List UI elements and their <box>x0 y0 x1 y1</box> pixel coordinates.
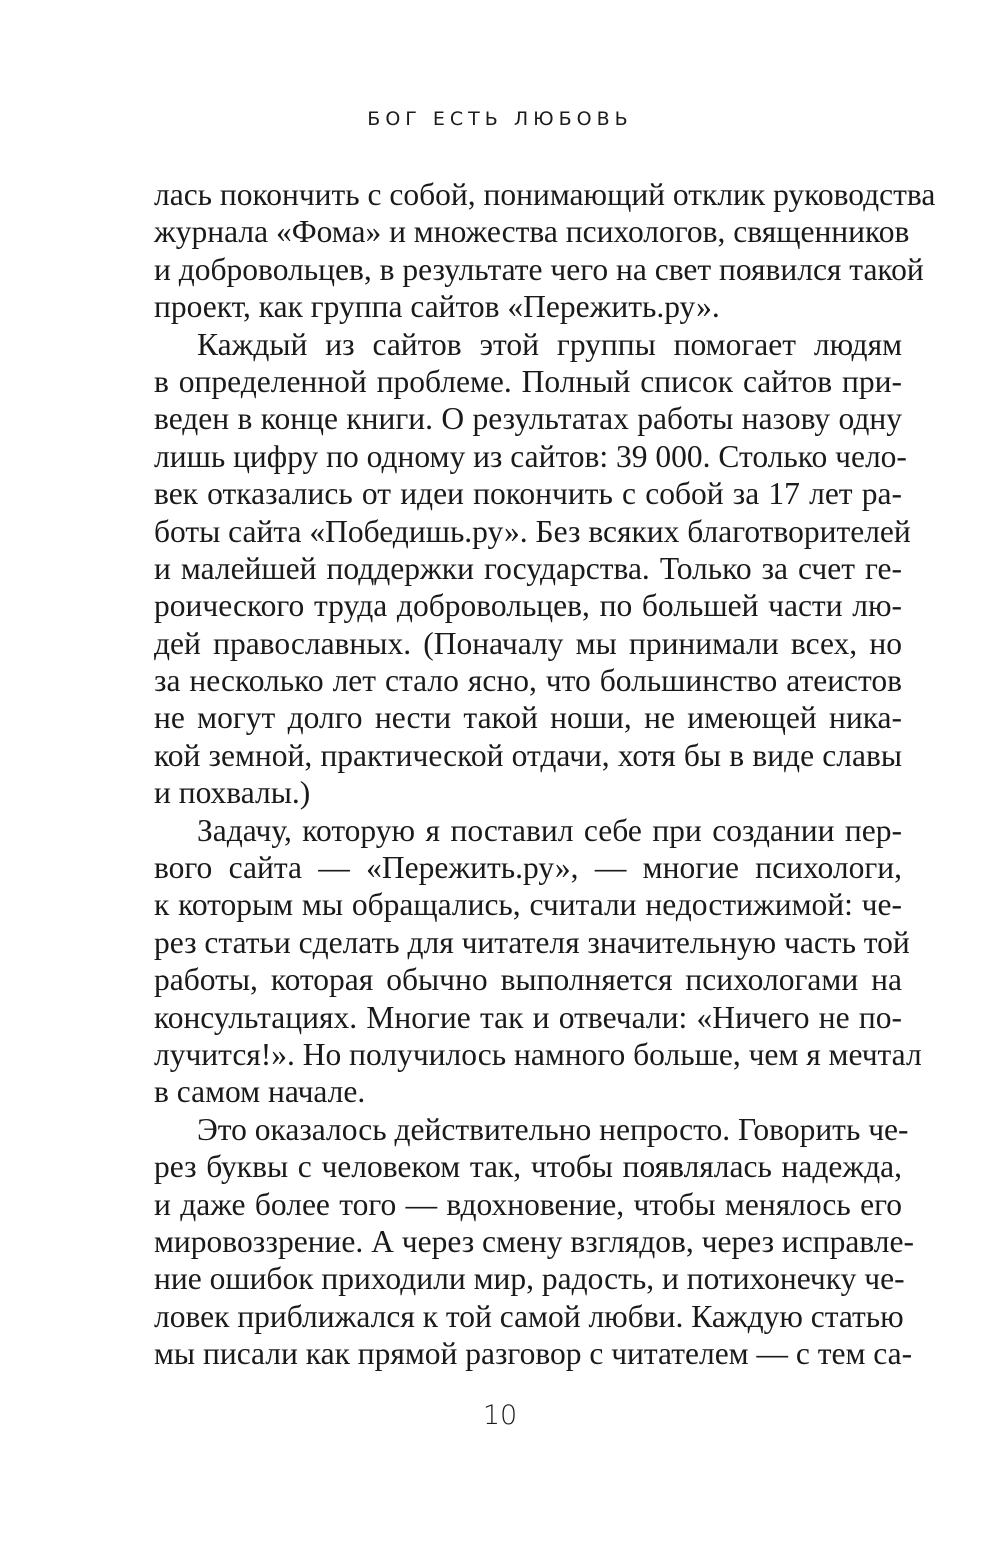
page-number: 10 <box>482 1400 518 1431</box>
text-line: дей православных. (Поначалу мы принимали всех, но <box>154 625 902 661</box>
text-line: Задачу, которую я поставил себе при создании пер- <box>197 812 902 848</box>
text-line: рез буквы с человеком так, чтобы появлялась надежда, <box>154 1149 902 1185</box>
text-line: мы писали как прямой разговор с читателем — с тем са- <box>154 1336 913 1372</box>
text-line: рез статьи сделать для читателя значительную часть той <box>154 924 910 960</box>
text-line: и даже более того — вдохновение, чтобы менялось его <box>154 1186 902 1222</box>
text-line: вого сайта — «Пережить.ру», — многие психологи, <box>154 850 902 886</box>
text-line: роического труда добровольцев, по большей части лю- <box>154 588 902 624</box>
text-line: и добровольцев, в результате чего на свет появился такой <box>154 251 924 287</box>
text-line: и малейшей поддержки государства. Только за счет ге- <box>154 550 902 586</box>
text-line: журнала «Фома» и множества психологов, священников <box>154 214 910 250</box>
text-line: кой земной, практической отдачи, хотя бы в виде славы <box>154 737 902 773</box>
text-line: Каждый из сайтов этой группы помогает людям <box>197 326 902 362</box>
running-header: БОГ ЕСТЬ ЛЮБОВЬ <box>367 108 633 130</box>
text-line: Это оказалось действительно непросто. Говорить че- <box>197 1111 909 1147</box>
text-line: мировоззрение. А через смену взглядов, через исправле- <box>154 1223 914 1259</box>
text-line: ловек приближался к той самой любви. Каждую статью <box>154 1298 904 1334</box>
text-line: лучится!». Но получилось намного больше, чем я мечтал <box>154 1036 922 1072</box>
text-line: веден в конце книги. О результатах работы назову одну <box>154 401 902 437</box>
text-line: консультациях. Многие так и отвечали: «Ничего не по- <box>154 999 902 1035</box>
text-line: за несколько лет стало ясно, что большинство атеистов <box>154 663 902 699</box>
text-line: ние ошибок приходили мир, радость, и потихонечку че- <box>154 1261 905 1297</box>
text-line: и похвалы.) <box>154 775 311 811</box>
body-text <box>154 176 936 1373</box>
text-line: лишь цифру по одному из сайтов: 39 000. Столько чело- <box>154 438 907 474</box>
text-line: в определенной проблеме. Полный список сайтов при- <box>154 363 902 399</box>
text-line: к которым мы обращались, считали недостижимой: че- <box>154 887 902 923</box>
text-line: век отказались от идеи покончить с собой за 17 лет ра- <box>154 476 902 512</box>
text-line: работы, которая обычно выполняется психологами на <box>154 962 902 998</box>
text-line: лась покончить с собой, понимающий отклик руководства <box>154 177 936 212</box>
text-line: проект, как группа сайтов «Пережить.ру». <box>154 289 720 325</box>
text-line: в самом начале. <box>154 1074 366 1110</box>
text-line: боты сайта «Победишь.ру». Без всяких благотворителей <box>154 513 911 549</box>
text-line: не могут долго нести такой ноши, не имеющей ника- <box>154 700 902 736</box>
